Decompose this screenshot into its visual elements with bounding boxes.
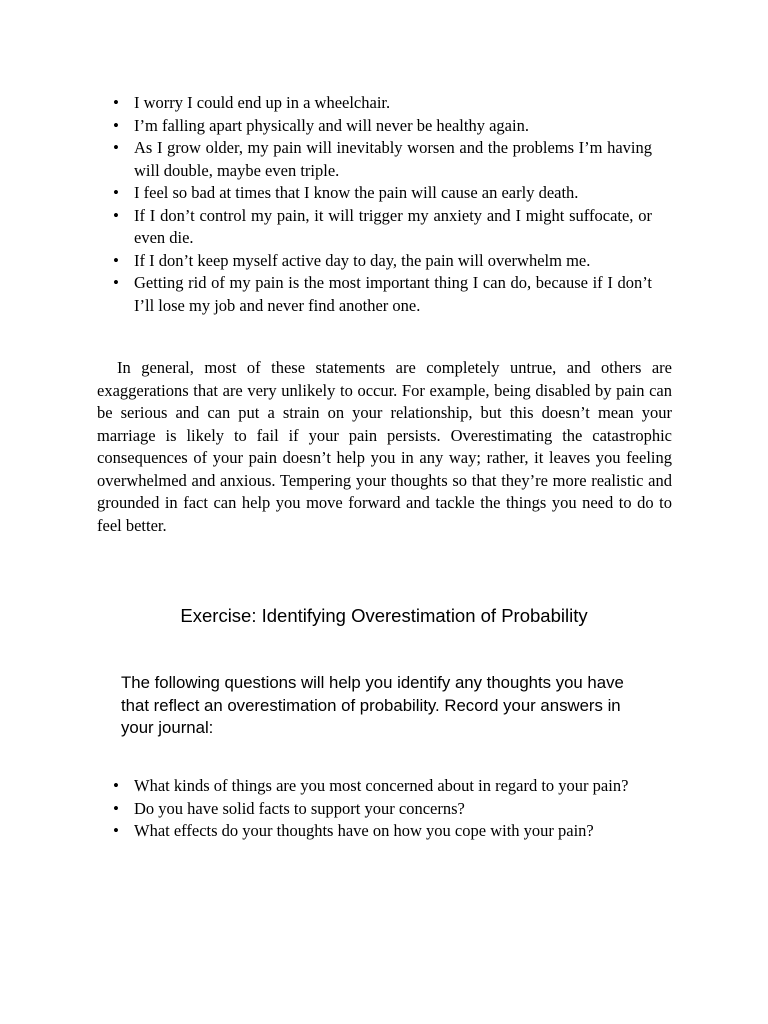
list-item: • Do you have solid facts to support your concerns? <box>0 798 652 821</box>
list-item: • As I grow older, my pain will inevitably worsen and the problems I’m having will double, maybe even triple. <box>0 137 652 182</box>
list-item: • I worry I could end up in a wheelchair. <box>0 92 652 115</box>
list-item: • If I don’t control my pain, it will trigger my anxiety and I might suffocate, or even die. <box>0 205 652 250</box>
list-item: • I feel so bad at times that I know the pain will cause an early death. <box>0 182 652 205</box>
catastrophic-thoughts-list <box>0 92 768 317</box>
list-item: • What effects do your thoughts have on how you cope with your pain? <box>0 820 652 843</box>
exercise-title: Exercise: Identifying Overestimation of Probability <box>180 605 588 626</box>
exercise-questions-list <box>0 775 768 843</box>
list-item: • If I don’t keep myself active day to day, the pain will overwhelm me. <box>0 250 652 273</box>
body-paragraph: In general, most of these statements are completely untrue, and others are exaggerations that are very unlikely to occur. For example, being disabled by pain can be serious and can put a strain on your relationship, but this doesn’t mean your marriage is likely to fail if your pain persists. Overestimating the catastrophic consequences of your pain doesn’t help you in any way; rather, it leaves you feeling overwhelmed and anxious. Tempering your thoughts so that they’re more realistic and grounded in fact can help you move forward and tackle the things you need to do to feel better. <box>97 358 672 535</box>
list-item: • Getting rid of my pain is the most important thing I can do, because if I don’t I’ll lose my job and never find another one. <box>0 272 652 317</box>
list-item: • What kinds of things are you most concerned about in regard to your pain? <box>0 775 652 798</box>
exercise-intro: The following questions will help you identify any thoughts you have that reflect an overestimation of probability. Record your answers in your journal: <box>121 673 624 737</box>
list-item: • I’m falling apart physically and will never be healthy again. <box>0 115 652 138</box>
